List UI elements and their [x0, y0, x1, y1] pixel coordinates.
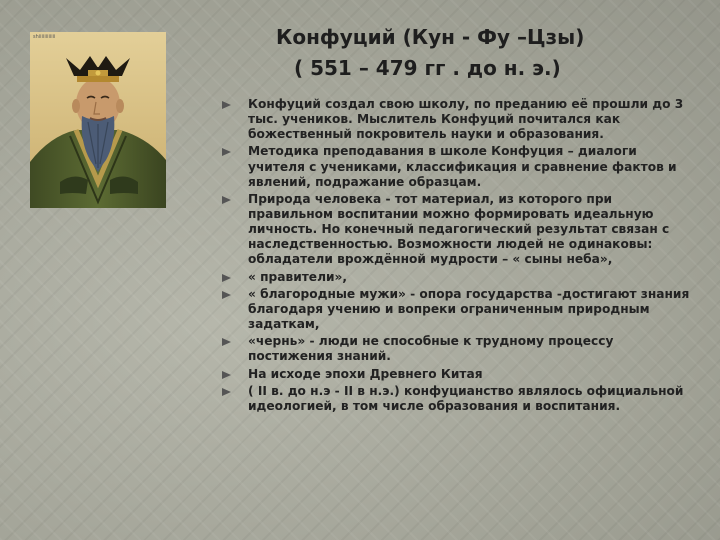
triangle-bullet-icon	[222, 101, 231, 109]
bullet-item	[222, 144, 692, 189]
bullet-text: « правители»,	[248, 269, 348, 284]
bullet-text: Методика преподавания в школе Конфуция – диалоги учителя с учениками, классификация и сравнение фактов и явлений, подражание образцам.	[248, 144, 677, 189]
bullet-text: Конфуций создал свою школу, по преданию её прошли до 3 тыс. учеников. Мыслитель Конфуций почитался как божественный покровитель науки и образования.	[248, 97, 684, 142]
confucius-portrait	[30, 32, 166, 208]
bullet-text: На исходе эпохи Древнего Китая	[248, 366, 483, 381]
triangle-bullet-icon	[222, 148, 231, 156]
triangle-bullet-icon	[222, 274, 231, 282]
bullet-list	[222, 97, 692, 416]
title-line-1: Конфуций (Кун - Фу –Цзы)	[276, 25, 585, 49]
bullet-item	[222, 97, 692, 142]
triangle-bullet-icon	[222, 291, 231, 299]
confucius-portrait-image	[30, 32, 166, 208]
title-line-2: ( 551 – 479 гг . до н. э.)	[294, 56, 561, 80]
triangle-bullet-icon	[222, 388, 231, 396]
triangle-bullet-icon	[222, 196, 231, 204]
triangle-bullet-icon	[222, 338, 231, 346]
bullet-item	[222, 270, 692, 285]
bullet-item	[222, 287, 692, 332]
bullet-text: ( II в. до н.э - II в н.э.) конфуцианство являлось официальной идеологией, в том числе образования и воспитания.	[248, 384, 684, 414]
bullet-text: Природа человека - тот материал, из которого при правильном воспитании можно формировать идеальную личность. Но конечный педагогический результат связан с наследственностью. Возможности людей не одинаковы: обладатели врождённой мудрости – « сыны неба»,	[248, 191, 670, 267]
bullet-item	[222, 384, 692, 414]
bullet-item	[222, 192, 692, 267]
bullet-text: « благородные мужи» - опора государства -достигают знания благодаря учению и вопреки ограниченным природным задаткам,	[248, 286, 690, 332]
triangle-bullet-icon	[222, 371, 231, 379]
bullet-item	[222, 334, 692, 364]
portrait-caption: shiiiiiiiiiiii	[33, 34, 56, 40]
slide-title	[240, 22, 680, 84]
bullet-text: «чернь» - люди не способные к трудному процессу постижения знаний.	[248, 334, 614, 364]
bullet-item	[222, 367, 692, 382]
